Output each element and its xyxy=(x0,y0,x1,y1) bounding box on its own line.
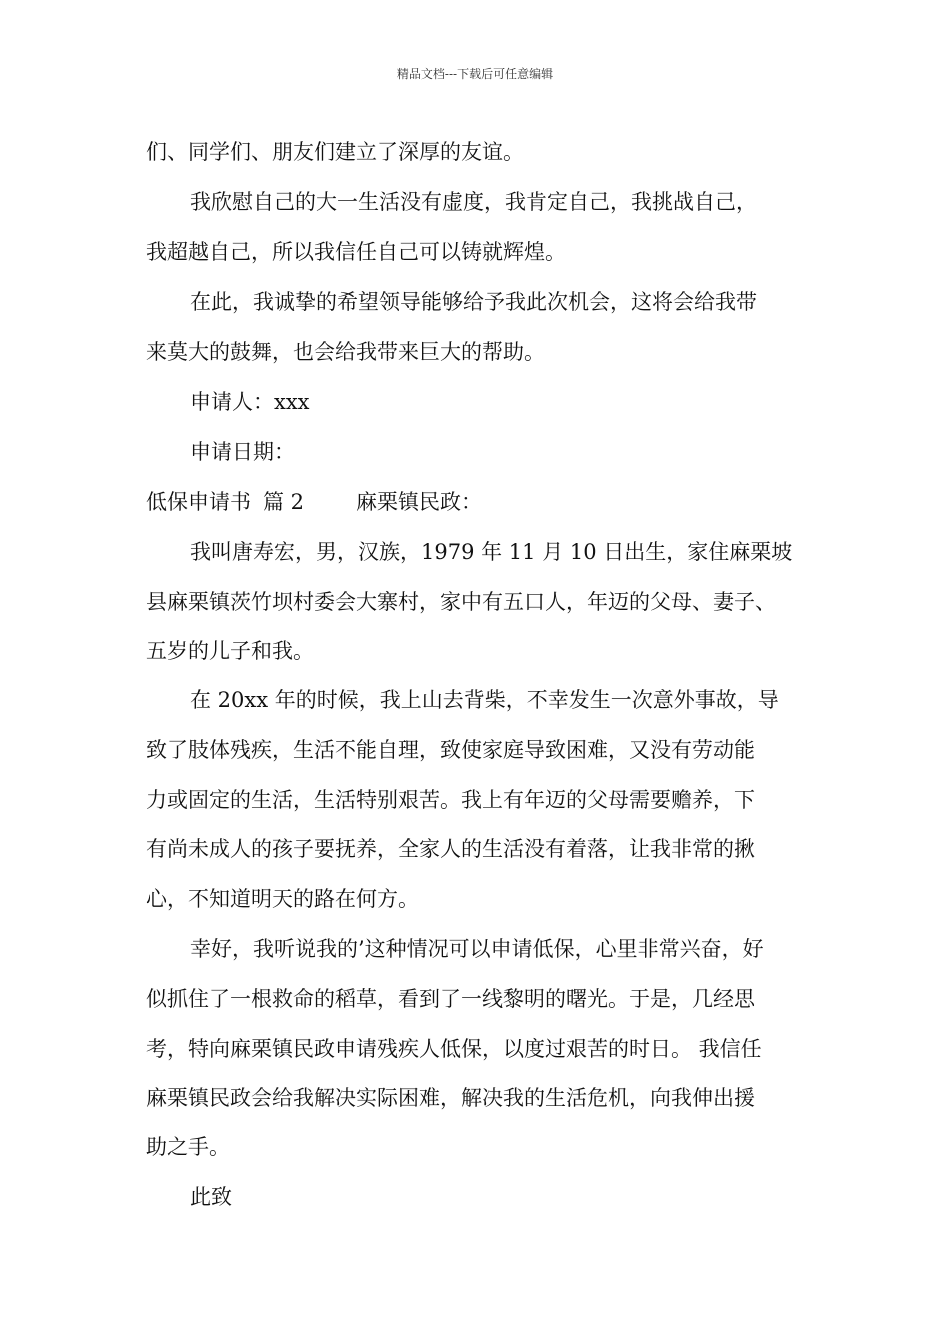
section-title: 低保申请书 xyxy=(146,490,251,514)
body-line: 似抓住了一根救命的稻草，看到了一线黎明的曙光。于是，几经思 xyxy=(146,987,755,1011)
body-line: 在此，我诚挚的希望领导能够给予我此次机会，这将会给我带 xyxy=(190,290,757,314)
page-header: 精品文档---下载后可任意编辑 xyxy=(396,67,554,81)
body-line: 力或固定的生活，生活特别艰苦。我上有年迈的父母需要赡养，下 xyxy=(146,788,755,812)
body-line: 县麻栗镇茨竹坝村委会大寨村，家中有五口人，年迈的父母、妻子、 xyxy=(146,590,776,614)
body-line: 五岁的儿子和我。 xyxy=(146,639,314,663)
body-line: 我超越自己，所以我信任自己可以铸就辉煌。 xyxy=(146,240,566,264)
application-date-line: 申请日期： xyxy=(190,440,295,464)
section-part: 篇 2 xyxy=(263,490,305,514)
body-line: 麻栗镇民政会给我解决实际困难，解决我的生活危机，向我伸出援 xyxy=(146,1086,755,1110)
body-line: 来莫大的鼓舞，也会给我带来巨大的帮助。 xyxy=(146,340,545,364)
closing-line: 此致 xyxy=(190,1185,232,1209)
body-line: 我欣慰自己的大一生活没有虚度，我肯定自己，我挑战自己， xyxy=(190,190,757,214)
body-line: 们、同学们、朋友们建立了深厚的友谊。 xyxy=(146,140,524,164)
section-recipient: 麻栗镇民政： xyxy=(356,490,483,514)
section-heading xyxy=(146,487,482,517)
body-line: 在 20xx 年的时候，我上山去背柴，不幸发生一次意外事故，导 xyxy=(190,688,779,712)
applicant-line: 申请人：xxx xyxy=(190,390,310,414)
body-line: 考，特向麻栗镇民政申请残疾人低保，以度过艰苦的时日。 我信任 xyxy=(146,1037,762,1061)
body-line: 我叫唐寿宏，男，汉族，1979 年 11 月 10 日出生，家住麻栗坡 xyxy=(190,540,793,564)
body-line: 心，不知道明天的路在何方。 xyxy=(146,887,419,911)
body-line: 助之手。 xyxy=(146,1135,230,1159)
body-line: 致了肢体残疾，生活不能自理，致使家庭导致困难，又没有劳动能 xyxy=(146,738,755,762)
body-line: 幸好，我听说我的’这种情况可以申请低保，心里非常兴奋，好 xyxy=(190,937,764,961)
body-line: 有尚未成人的孩子要抚养，全家人的生活没有着落，让我非常的揪 xyxy=(146,837,755,861)
